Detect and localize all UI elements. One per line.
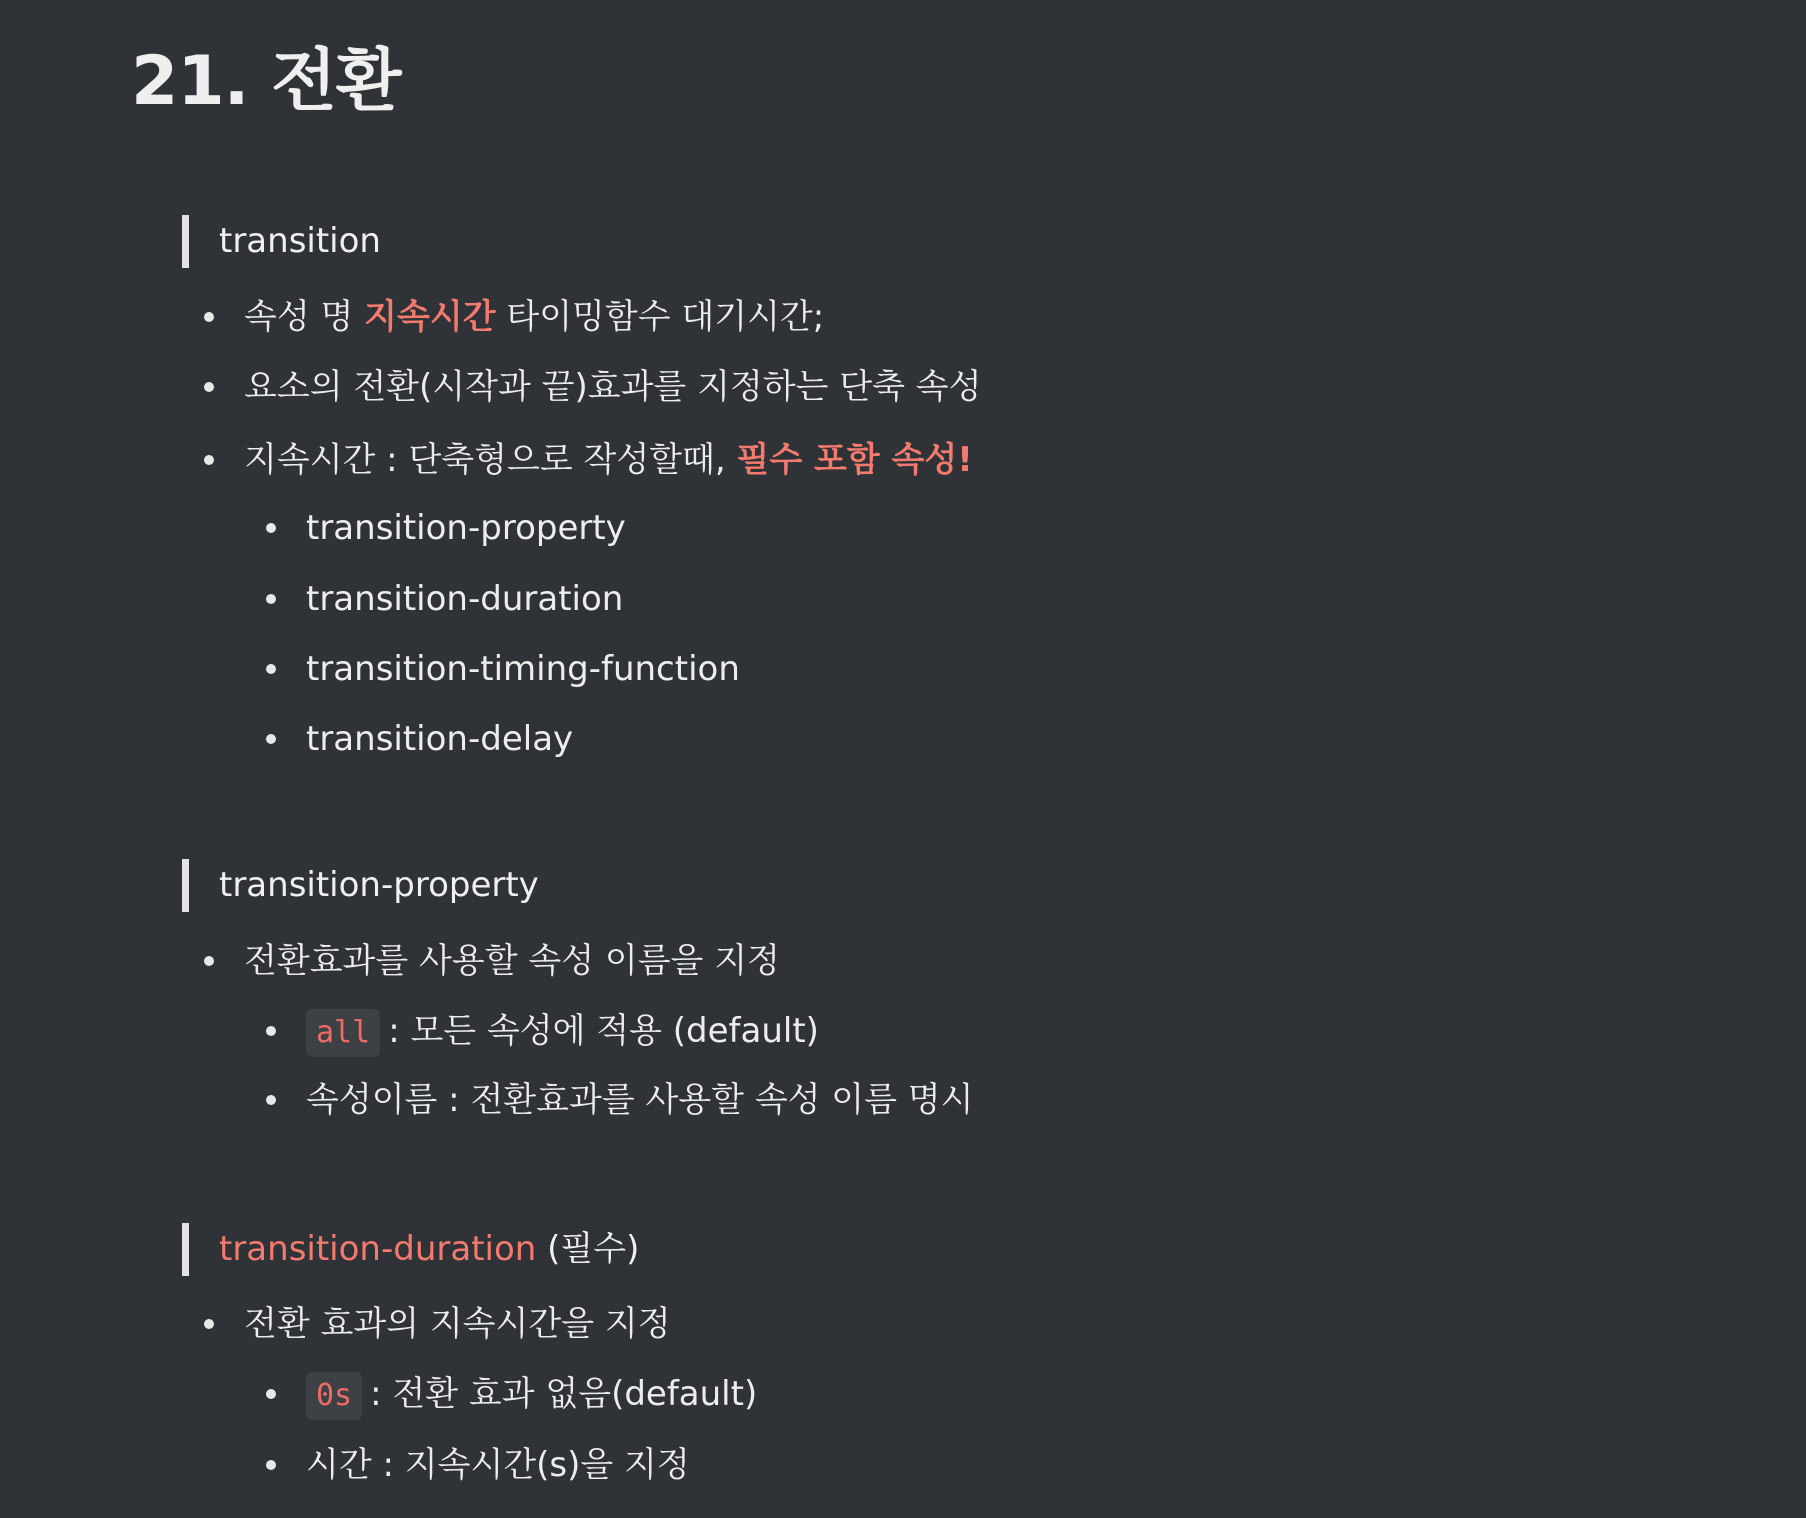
bullet-icon	[204, 1319, 214, 1329]
list-item	[244, 433, 973, 487]
sub-list-item	[306, 1438, 690, 1492]
list-item-text: 요소의 전환(시작과 끝)효과를 지정하는 단축 속성	[244, 367, 982, 407]
bullet-icon	[266, 1026, 276, 1036]
sub-list-item	[306, 642, 740, 696]
bullet-icon	[204, 956, 214, 966]
sub-list-item-text: transition-delay	[306, 719, 574, 759]
page-title: 21. 전환	[131, 42, 401, 121]
blockquote-highlight: transition-duration	[219, 1229, 537, 1269]
bullet-icon	[266, 1095, 276, 1105]
sub-list-item-text: transition-duration	[306, 579, 624, 619]
sub-list-item	[306, 1073, 974, 1127]
bullet-icon	[204, 312, 214, 322]
list-item	[244, 934, 780, 988]
sub-list-item-text: 시간 : 지속시간(s)을 지정	[306, 1445, 690, 1485]
sub-list-item-text: 속성이름 : 전환효과를 사용할 속성 이름 명시	[306, 1080, 974, 1120]
bullet-icon	[266, 594, 276, 604]
blockquote-text: transition-property	[219, 865, 539, 905]
highlight-text: 지속시간	[364, 297, 496, 337]
bullet-icon	[266, 1460, 276, 1470]
list-item	[244, 1297, 671, 1351]
list-item-text: 속성 명	[244, 297, 365, 337]
list-item-text: 지속시간 : 단축형으로 작성할때,	[244, 440, 737, 480]
list-item-text: 전환 효과의 지속시간을 지정	[244, 1304, 671, 1344]
sub-list-item	[306, 1367, 757, 1421]
inline-code: 0s	[306, 1372, 362, 1420]
list-item-text: 전환효과를 사용할 속성 이름을 지정	[244, 941, 780, 981]
blockquote-heading	[182, 215, 381, 268]
blockquote-heading	[182, 859, 539, 912]
bullet-icon	[266, 664, 276, 674]
bullet-icon	[266, 1389, 276, 1399]
sub-list-item-text: : 모든 속성에 적용 (default)	[388, 1011, 819, 1051]
inline-code: all	[306, 1009, 380, 1057]
blockquote-heading	[182, 1223, 639, 1276]
bullet-icon	[266, 734, 276, 744]
sub-list-item	[306, 501, 626, 555]
sub-list-item	[306, 1004, 819, 1058]
blockquote-text: transition	[219, 221, 381, 261]
list-item	[244, 290, 824, 344]
highlight-text: 필수 포함 속성!	[736, 440, 973, 480]
bullet-icon	[204, 455, 214, 465]
bullet-icon	[204, 382, 214, 392]
sub-list-item	[306, 712, 573, 766]
list-item	[244, 360, 981, 414]
sub-list-item-text: transition-property	[306, 508, 626, 548]
sub-list-item-text: : 전환 효과 없음(default)	[370, 1374, 758, 1414]
blockquote-text: (필수)	[536, 1229, 640, 1269]
sub-list-item-text: transition-timing-function	[306, 649, 740, 689]
sub-list-item	[306, 572, 623, 626]
bullet-icon	[266, 523, 276, 533]
list-item-text: 타이밍함수 대기시간;	[495, 297, 825, 337]
